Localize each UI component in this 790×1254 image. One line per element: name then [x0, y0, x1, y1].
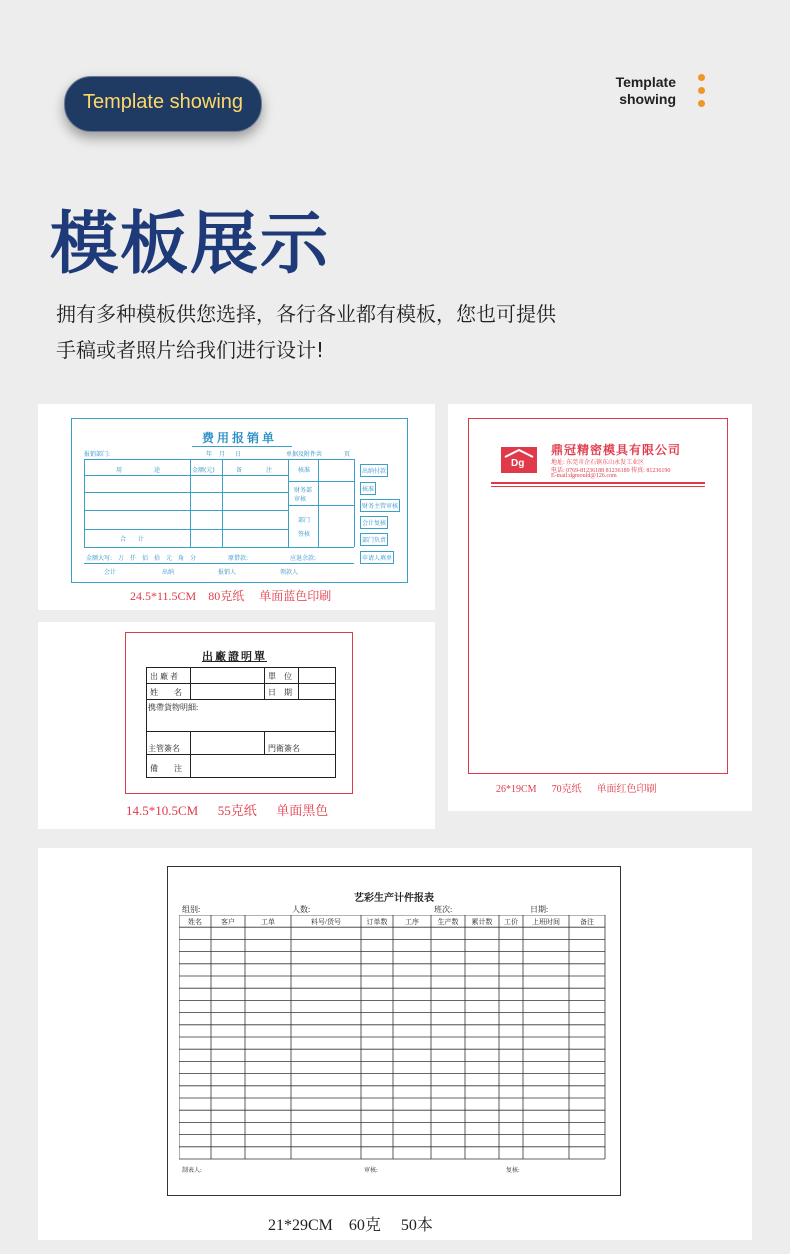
template-card-letterhead	[448, 404, 752, 811]
template-showing-badge	[64, 76, 262, 132]
letterhead-rule	[491, 482, 705, 484]
flow-box: 部门负责	[360, 533, 388, 546]
form-label: 报销人	[218, 569, 237, 576]
caption-exit-permit: 14.5*10.5CM 55克纸 单面黑色	[126, 803, 329, 818]
form-label: 單 位	[268, 672, 292, 681]
side-label-line1: Template	[615, 74, 676, 90]
form-label: 用	[116, 467, 123, 474]
production-report	[167, 866, 621, 1196]
column-header: 备注	[580, 918, 594, 926]
form-label: 日 期	[268, 688, 292, 697]
form-label: 核准	[298, 467, 311, 474]
description	[56, 296, 556, 368]
template-card-exit-permit	[38, 622, 435, 829]
form-label: 注	[266, 467, 273, 474]
caption-expense: 24.5*11.5CM 80克纸 单面蓝色印刷	[130, 589, 332, 603]
form-label: 会计	[104, 569, 117, 576]
letterhead	[468, 418, 728, 774]
expense-form	[71, 418, 408, 583]
form-label: 金额(元)	[192, 467, 215, 474]
form-label: 签核	[298, 531, 311, 538]
exit-permit-title: 出廠證明單	[202, 651, 267, 663]
expense-form-title: 费用报销单	[201, 431, 277, 445]
form-label: 审核:	[364, 1168, 378, 1174]
column-header: 姓名	[188, 918, 202, 926]
company-phone: 电话: 0769-81236188 81236189 传真: 81236190	[551, 468, 671, 474]
form-label: 日	[235, 451, 242, 458]
company-email: E-mail:dgmould@126.com	[551, 473, 617, 479]
form-label: 出纳	[162, 569, 175, 576]
dots-icon	[698, 74, 706, 113]
form-label: 领款人	[280, 569, 299, 576]
template-card-expense	[38, 404, 435, 610]
company-address: 地址: 东莞市企石镇东山永发工业区	[551, 460, 645, 466]
column-header: 生产数	[437, 918, 459, 926]
letterhead-rule	[491, 486, 705, 487]
column-header: 工单	[261, 918, 275, 926]
form-label: 应退余款:	[290, 555, 317, 562]
report-title: 艺彩生产计件报表	[354, 893, 434, 904]
form-label: 页	[344, 451, 351, 458]
form-label: 人数:	[292, 905, 311, 914]
form-label: 金额大写: 万 仟 佰 拾 元 角 分	[86, 555, 197, 562]
dg-logo-icon	[501, 447, 537, 473]
form-label: 备	[236, 467, 243, 474]
form-label: 财务部审核	[294, 487, 313, 503]
form-label: 途	[154, 467, 161, 474]
flow-box: 财务主管审核	[360, 499, 400, 512]
form-label: 复核:	[506, 1168, 520, 1174]
form-label: 主管簽名	[148, 744, 180, 753]
column-header: 工序	[405, 918, 419, 926]
column-header: 料号/货号	[311, 918, 341, 926]
description-line2: 手稿或者照片给我们进行设计!	[56, 338, 325, 362]
form-label: 班次:	[434, 905, 453, 914]
form-label: 组别:	[182, 905, 201, 914]
form-label: 年	[206, 451, 213, 458]
form-label: 携帶貨物明細:	[148, 703, 199, 712]
flow-box: 核准	[360, 482, 376, 495]
report-grid	[179, 915, 609, 1160]
badge-label: Template showing	[82, 91, 244, 113]
side-label	[616, 74, 676, 108]
flow-box: 会计复核	[360, 516, 388, 529]
form-label: 月	[219, 451, 226, 458]
form-label: 制表人:	[182, 1168, 202, 1174]
exit-permit-form	[125, 632, 353, 794]
column-header: 客户	[221, 918, 235, 926]
form-label: 报销部门:	[84, 451, 111, 458]
side-label-line2: showing	[619, 91, 676, 107]
column-header: 订单数	[366, 918, 388, 926]
caption-production-report: 21*29CM 60克 50本	[268, 1217, 433, 1234]
form-label: 備 注	[150, 764, 182, 773]
column-header: 上班时间	[532, 918, 560, 926]
company-name: 鼎冠精密模具有限公司	[551, 443, 682, 457]
form-label: 日期:	[530, 905, 549, 914]
form-label: 合 计	[120, 536, 145, 543]
form-label: 原借款:	[228, 555, 249, 562]
form-label: 出 廠 者	[150, 672, 178, 681]
form-label: 单据及附件共	[286, 451, 323, 458]
template-card-production-report	[38, 848, 752, 1240]
form-label: 姓 名	[150, 688, 182, 697]
column-header: 工价	[504, 918, 518, 926]
description-line1: 拥有多种模板供您选择，各行各业都有模板，您也可提供	[56, 302, 556, 326]
flow-box: 出纳付款	[360, 464, 388, 477]
column-header: 累计数	[471, 918, 493, 926]
caption-letterhead: 26*19CM 70克纸 单面红色印刷	[496, 784, 657, 795]
form-label: 部门	[298, 517, 311, 524]
flow-box: 申请人填单	[360, 551, 394, 564]
form-label: 門衛簽名	[268, 744, 300, 753]
page-title: 模板展示	[50, 205, 331, 284]
dg-logo-text: Dg	[511, 458, 525, 469]
